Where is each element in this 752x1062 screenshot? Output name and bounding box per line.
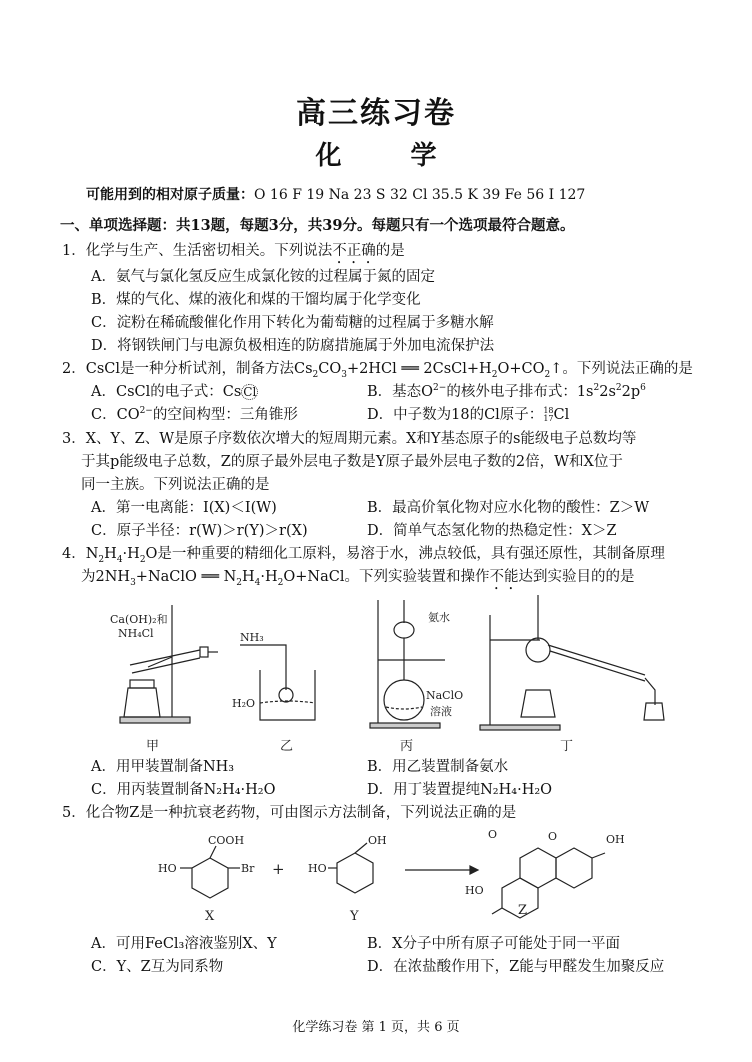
q2-d-text: D．中子数为18的Cl原子： bbox=[367, 407, 544, 423]
t: 4．N bbox=[62, 546, 99, 562]
sub: 2 bbox=[139, 554, 146, 565]
mass-number: 18 bbox=[543, 406, 554, 415]
subject-title: 化 学 bbox=[315, 141, 467, 171]
apparatus-bing bbox=[370, 600, 463, 728]
molecule-z bbox=[465, 828, 625, 918]
q2-stem-b: CO bbox=[318, 361, 342, 377]
plus-sign: + bbox=[272, 860, 285, 878]
sup: 2− bbox=[433, 383, 447, 394]
label-y: Y bbox=[350, 909, 359, 924]
t: +NaClO ══ N bbox=[135, 569, 237, 585]
o-label-ring: O bbox=[548, 830, 558, 843]
label-ding: 丁 bbox=[560, 739, 574, 754]
atomic-masses bbox=[86, 184, 585, 204]
label-naclo: NaClO bbox=[426, 689, 464, 702]
q4-stem-line1: 4．$N_2H_4\cdot H_2O$是一种重要的精细化工原料，易溶于水，沸点较低，具有强还原性，其制备原理 bbox=[62, 546, 665, 565]
cfg: 2s bbox=[599, 384, 616, 400]
atomic-number: 17 bbox=[543, 414, 554, 423]
q2-b-text: B．基态O bbox=[367, 384, 434, 400]
q1-stem-a: 1．化学与生产、生活密切相关。下列说法 bbox=[62, 243, 333, 259]
cooh-label: COOH bbox=[208, 834, 245, 847]
q5-option-d[interactable]: D．在浓盐酸作用下，Z能与甲醛发生加聚反应 bbox=[367, 959, 665, 975]
oh-label-y: OH bbox=[368, 834, 387, 847]
q3-stem-line2: 于其p能级电子总数，Z的原子最外层电子数是Y原子最外层电子数的2倍，W和X位于 bbox=[81, 454, 623, 470]
sub: 2 bbox=[491, 369, 498, 380]
q1-option-c[interactable]: C．淀粉在稀硫酸催化作用下转化为葡萄糖的过程属于多糖水解 bbox=[91, 315, 494, 331]
q2-option-a[interactable] bbox=[91, 383, 258, 401]
section-heading: 一、单项选择题：共13题，每题3分，共39分。每题只有一个选项最符合题意。 bbox=[60, 217, 575, 234]
ho-label-z: HO bbox=[465, 884, 484, 897]
sub: 2 bbox=[98, 554, 105, 565]
q2-c-text2: 的空间构型：三角锥形 bbox=[152, 407, 298, 423]
sup: 6 bbox=[640, 383, 646, 394]
molecule-x bbox=[158, 834, 255, 924]
label-x: X bbox=[205, 909, 215, 924]
t: 为2NH bbox=[81, 569, 131, 585]
q1-stem-b: 的是 bbox=[375, 243, 405, 259]
q2-option-d[interactable] bbox=[367, 406, 569, 424]
t: O是一种重要的精细化工原料，易溶于水，沸点较低，具有强还原性，其制备原理 bbox=[145, 546, 665, 562]
o-label-carbonyl: O bbox=[488, 828, 498, 841]
molecule-y bbox=[308, 834, 387, 924]
masses-values: O 16 F 19 Na 23 S 32 Cl 35.5 K 39 Fe 56 I 127 bbox=[254, 187, 586, 203]
oh-label-z: OH bbox=[606, 833, 625, 846]
q4-option-b[interactable]: B．用乙装置制备氨水 bbox=[367, 759, 509, 775]
q5-stem: 5．化合物Z是一种抗衰老药物，可由图示方法制备，下列说法正确的是 bbox=[62, 805, 517, 821]
sup: 2− bbox=[139, 406, 153, 417]
page-title: 高三练习卷 bbox=[296, 96, 456, 131]
apparatus-yi bbox=[232, 631, 315, 720]
apparatus-figure bbox=[100, 595, 680, 755]
q5-option-c[interactable]: C．Y、Z互为同系物 bbox=[91, 959, 224, 975]
label-jia: 甲 bbox=[146, 739, 160, 754]
q3-option-c[interactable]: C．原子半径：r(W)＞r(Y)＞r(X) bbox=[91, 523, 308, 539]
label-bing: 丙 bbox=[400, 739, 414, 754]
q2-stem bbox=[62, 360, 693, 378]
q4-stem-line2: 为$2NH_3+NaClO$ ══ $N_2H_4\cdot H_2O+NaCl$。下列实验装置和操作不能达到实验目的的是 bbox=[81, 569, 635, 588]
cl-symbol: Cl bbox=[553, 407, 570, 423]
cl-electron-dot: Cl bbox=[243, 385, 257, 399]
q3-option-a[interactable]: A．第一电离能：I(X)＜I(W) bbox=[91, 500, 277, 516]
t: H bbox=[242, 569, 255, 585]
label-z: Z bbox=[518, 903, 528, 918]
sub: 2 bbox=[544, 369, 551, 380]
q1-option-b[interactable]: B．煤的气化、煤的液化和煤的干馏均属于化学变化 bbox=[91, 292, 421, 308]
q2-stem-d: O+CO bbox=[497, 361, 545, 377]
label-solution: 溶液 bbox=[430, 705, 452, 718]
ho-label-y: HO bbox=[308, 862, 327, 875]
sup: 2 bbox=[593, 383, 600, 394]
t: 达到实验目的的是 bbox=[518, 569, 635, 585]
sub: 3 bbox=[341, 369, 347, 380]
sup: 2 bbox=[615, 383, 622, 394]
q5-option-a[interactable]: A．可用FeCl₃溶液鉴别X、Y bbox=[91, 936, 277, 952]
label-yi: 乙 bbox=[280, 739, 294, 754]
q3-option-d[interactable]: D．简单气态氢化物的热稳定性：X＞Z bbox=[367, 523, 617, 539]
t: H bbox=[104, 546, 117, 562]
q1-stem-emphasis: 不正确 bbox=[332, 243, 376, 259]
sub: 2 bbox=[312, 369, 319, 380]
sub: 3 bbox=[130, 577, 136, 588]
apparatus-ding bbox=[480, 595, 664, 730]
q3-stem-line1: 3．X、Y、Z、W是原子序数依次增大的短周期元素。X和Y基态原子的s能级电子总数均等 bbox=[62, 431, 637, 447]
br-label: Br bbox=[241, 862, 255, 875]
reaction-scheme bbox=[150, 828, 630, 928]
q4-emphasis: 不能 bbox=[489, 569, 519, 585]
q2-a-text: A．CsCl的电子式：Cs bbox=[91, 384, 242, 400]
label-h2o: H₂O bbox=[232, 697, 256, 710]
cfg: 2p bbox=[621, 384, 641, 400]
isotope-numbers bbox=[543, 407, 553, 423]
q2-stem-a: 2．CsCl是一种分析试剂，制备方法Cs bbox=[62, 361, 313, 377]
q3-option-b[interactable]: B．最高价氧化物对应水化物的酸性：Z＞W bbox=[367, 500, 650, 516]
q4-option-c[interactable]: C．用丙装置制备N₂H₄·H₂O bbox=[91, 782, 276, 798]
t: O+NaCl。下列实验装置和操作 bbox=[283, 569, 490, 585]
q2-option-b[interactable] bbox=[367, 383, 646, 401]
q1-option-a[interactable]: A．氨气与氯化氢反应生成氯化铵的过程属于氮的固定 bbox=[91, 269, 435, 285]
label-ammonia: 氨水 bbox=[428, 611, 450, 624]
q2-option-c[interactable] bbox=[91, 406, 298, 424]
t: ·H bbox=[122, 546, 140, 562]
q5-option-b[interactable]: B．X分子中所有原子可能处于同一平面 bbox=[367, 936, 620, 952]
q2-stem-c: +2HCl ══ 2CsCl+H bbox=[346, 361, 492, 377]
q4-option-d[interactable]: D．用丁装置提纯N₂H₄·H₂O bbox=[367, 782, 553, 798]
page-footer: 化学练习卷 第 1 页，共 6 页 bbox=[292, 1020, 460, 1035]
q1-option-d[interactable]: D．将钢铁闸门与电源负极相连的防腐措施属于外加电流保护法 bbox=[91, 338, 495, 354]
q4-option-a[interactable]: A．用甲装置制备NH₃ bbox=[91, 759, 235, 775]
masses-label: 可能用到的相对原子质量： bbox=[86, 187, 254, 203]
label-nh4cl: NH₄Cl bbox=[118, 627, 154, 640]
q2-b-text2: 的核外电子排布式：1s bbox=[446, 384, 594, 400]
apparatus-jia bbox=[110, 605, 218, 723]
t: ·H bbox=[260, 569, 278, 585]
q2-c-text: C．CO bbox=[91, 407, 140, 423]
label-nh3: NH₃ bbox=[240, 631, 264, 644]
sub: 2 bbox=[277, 577, 284, 588]
q2-stem-e: ↑。下列说法正确的是 bbox=[550, 361, 693, 377]
sub: 2 bbox=[236, 577, 242, 588]
label-caoh2: Ca(OH)₂和 bbox=[110, 613, 168, 626]
ho-label-x: HO bbox=[158, 862, 177, 875]
q1-stem bbox=[62, 242, 405, 267]
q3-stem-line3: 同一主族。下列说法正确的是 bbox=[81, 477, 270, 493]
